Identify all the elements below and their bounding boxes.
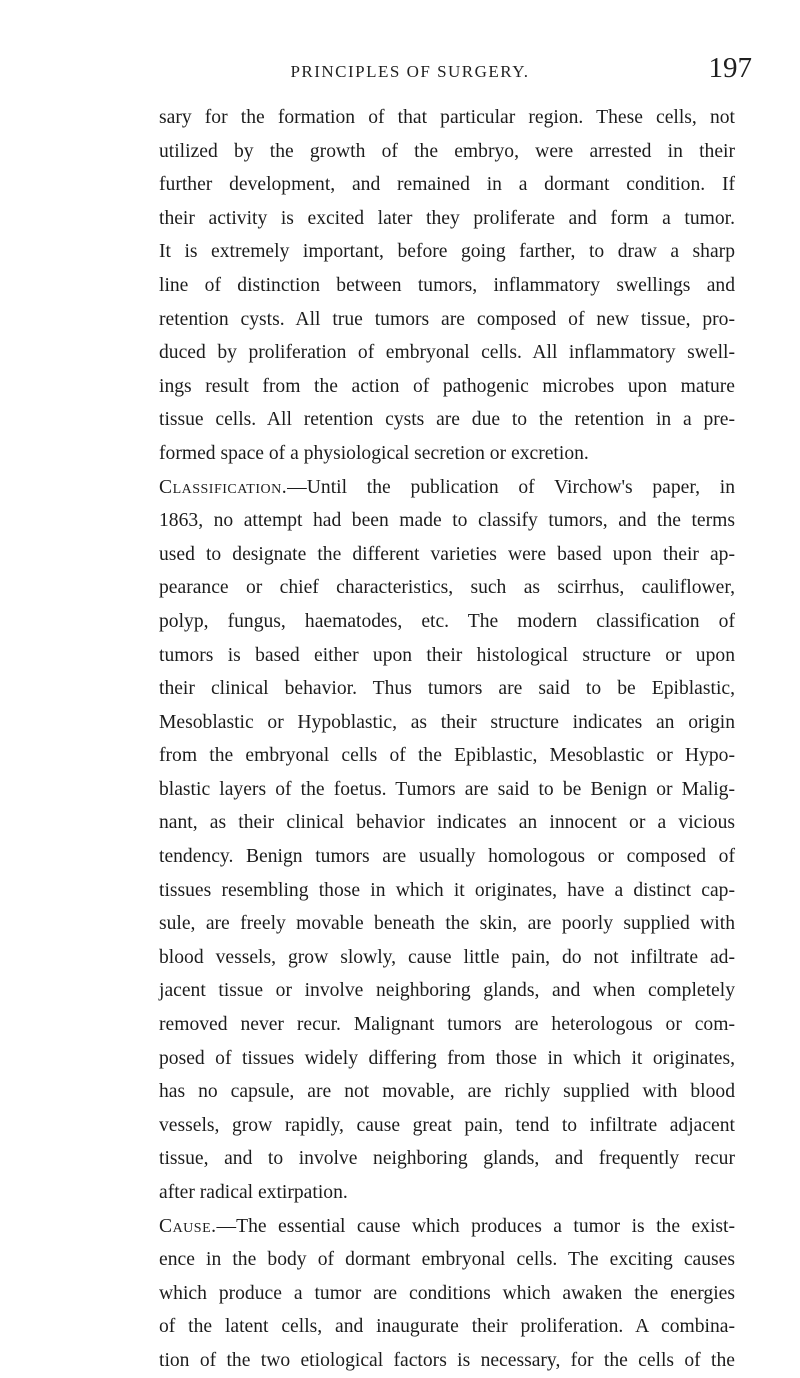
- classification-first-line: —Until the publication of Virchow's paper, in: [287, 476, 735, 498]
- text-line: line of distinction between tumors, inflammatory swellings and: [159, 274, 735, 296]
- text-line: of the latent cells, and inaugurate their proliferation. A combina-: [159, 1316, 735, 1338]
- running-title: PRINCIPLES OF SURGERY.: [290, 62, 530, 81]
- text-line: nant, as their clinical behavior indicates an innocent or a vicious: [159, 812, 735, 834]
- text-line: formed space of a physiological secretion or excretion.: [159, 442, 589, 464]
- text-line: their activity is excited later they proliferate and form a tumor.: [159, 207, 735, 229]
- text-line: retention cysts. All true tumors are composed of new tissue, pro-: [159, 308, 735, 330]
- text-line: removed never recur. Malignant tumors are heterologous or com-: [159, 1014, 735, 1036]
- text-line: vessels, grow rapidly, cause great pain, tend to infiltrate adjacent: [159, 1114, 735, 1136]
- text-line: tumors is based either upon their histological structure or upon: [159, 644, 735, 666]
- classification-paragraph-start: [159, 471, 735, 505]
- text-line: It is extremely important, before going farther, to draw a sharp: [159, 241, 735, 263]
- text-line: posed of tissues widely differing from those in which it originates,: [159, 1047, 735, 1069]
- text-line: tion of the two etiological factors is necessary, for the cells of the: [159, 1349, 735, 1371]
- text-line: ence in the body of dormant embryonal cells. The exciting causes: [159, 1249, 735, 1271]
- page-number: 197: [708, 52, 752, 84]
- text-line: sary for the formation of that particular region. These cells, not: [159, 107, 735, 128]
- text-line: polyp, fungus, haematodes, etc. The modern classification of: [159, 610, 735, 632]
- text-line: after radical extirpation.: [159, 1182, 348, 1203]
- running-head: [150, 52, 770, 92]
- text-line: blastic layers of the foetus. Tumors are said to be Benign or Malig-: [159, 778, 735, 800]
- text-line: Mesoblastic or Hypoblastic, as their structure indicates an origin: [159, 711, 735, 733]
- text-line: 1863, no attempt had been made to classify tumors, and the terms: [159, 510, 735, 532]
- text-line: blood vessels, grow slowly, cause little pain, do not infiltrate ad-: [159, 946, 735, 968]
- cause-heading: Cause.: [159, 1215, 217, 1237]
- text-line: has no capsule, are not movable, are richly supplied with blood: [159, 1081, 735, 1103]
- cause-paragraph-start: [159, 1210, 735, 1244]
- text-line: sule, are freely movable beneath the skin, are poorly supplied with: [159, 913, 735, 935]
- text-line: tissue, and to involve neighboring glands, and frequently recur: [159, 1148, 735, 1170]
- body-text: [159, 101, 735, 1378]
- text-line: tendency. Benign tumors are usually homologous or composed of: [159, 846, 735, 868]
- text-line: used to designate the different varieties were based upon their ap-: [159, 543, 735, 565]
- text-line: further development, and remained in a dormant condition. If: [159, 174, 735, 196]
- text-line: duced by proliferation of embryonal cells. All inflammatory swell-: [159, 342, 735, 364]
- text-line: ings result from the action of pathogenic microbes upon mature: [159, 375, 735, 397]
- classification-heading: Classification.: [159, 476, 288, 498]
- text-line: pearance or chief characteristics, such as scirrhus, cauliflower,: [159, 577, 735, 599]
- text-line: which produce a tumor are conditions which awaken the energies: [159, 1282, 735, 1304]
- text-line: utilized by the growth of the embryo, were arrested in their: [159, 140, 735, 162]
- text-line: their clinical behavior. Thus tumors are said to be Epiblastic,: [159, 678, 735, 700]
- text-line: tissues resembling those in which it originates, have a distinct cap-: [159, 879, 735, 901]
- cause-first-line: —The essential cause which produces a tumor is the exist-: [216, 1215, 735, 1237]
- text-line: from the embryonal cells of the Epiblastic, Mesoblastic or Hypo-: [159, 745, 735, 767]
- text-line: jacent tissue or involve neighboring glands, and when completely: [159, 980, 735, 1002]
- text-line: tissue cells. All retention cysts are due to the retention in a pre-: [159, 409, 735, 431]
